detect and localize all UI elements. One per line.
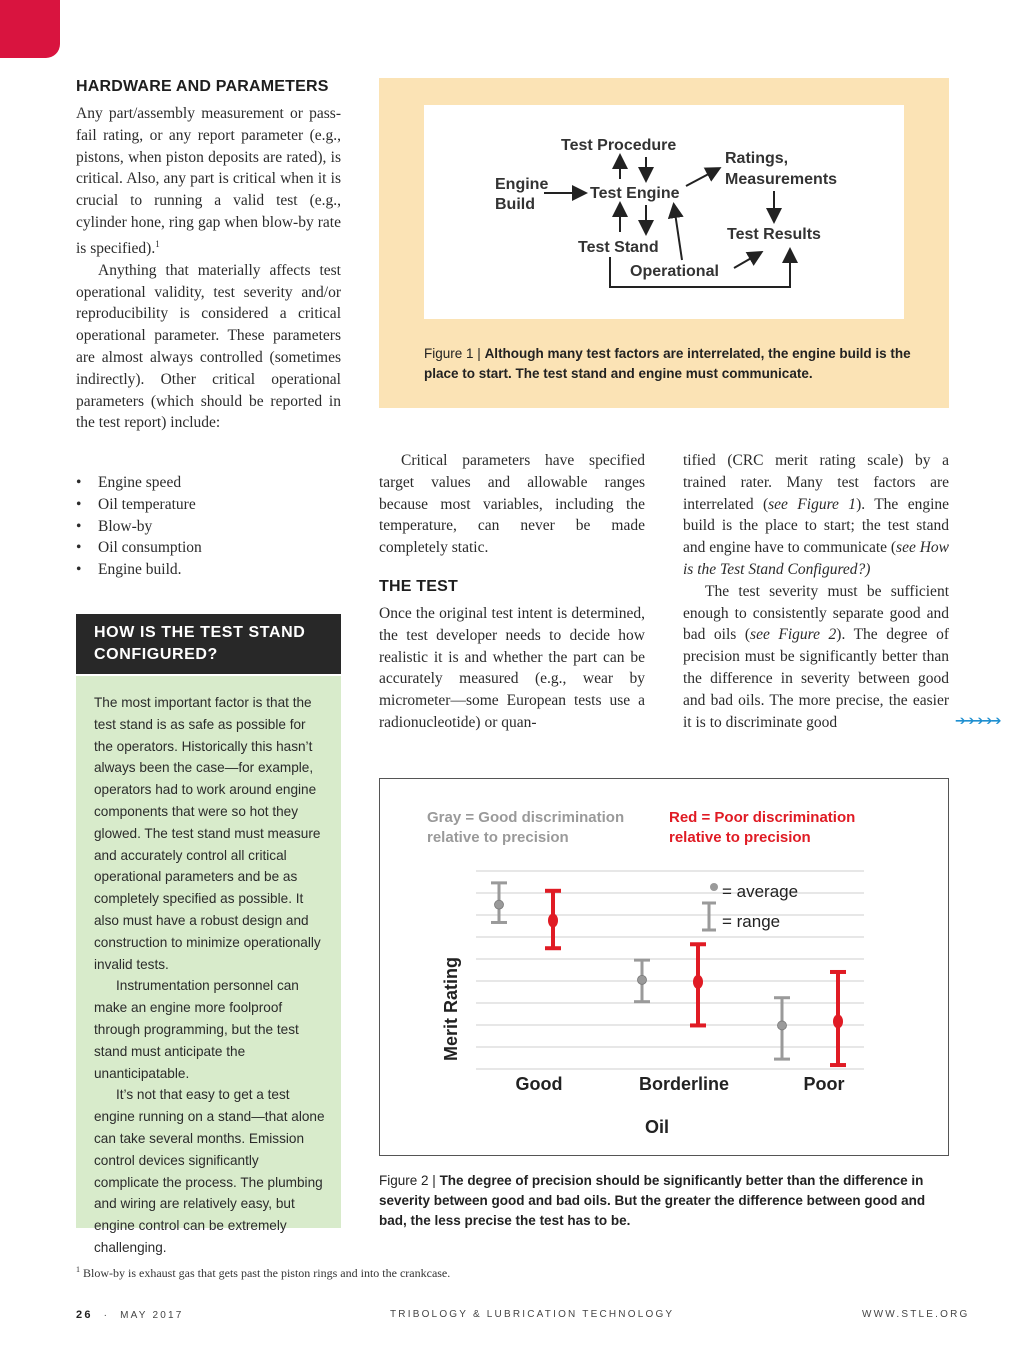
figure-1-caption bbox=[424, 344, 914, 384]
figure-1 bbox=[379, 78, 949, 408]
key-range-marker bbox=[702, 903, 716, 930]
caption-label: Figure 1 | bbox=[424, 346, 481, 361]
legend-red: Red = Poor discrimination bbox=[669, 809, 856, 826]
figure-2-caption bbox=[379, 1171, 949, 1231]
list-item: • Engine speed bbox=[76, 472, 341, 494]
corner-tab bbox=[0, 0, 60, 58]
node-ratings: Measurements bbox=[725, 171, 838, 188]
gray-average-point bbox=[638, 975, 647, 984]
list-item: • Oil temperature bbox=[76, 494, 341, 516]
figure-ref: see Figure 1 bbox=[768, 495, 857, 513]
website-link[interactable]: WWW.STLE.ORG bbox=[862, 1309, 970, 1320]
legend-gray: Gray = Good discrimination bbox=[427, 809, 625, 826]
middle-column-text bbox=[379, 450, 645, 559]
page-footer-left bbox=[76, 1309, 184, 1321]
continue-arrows-icon: ➔➔➔➔➔ bbox=[955, 714, 1000, 729]
parameter-list bbox=[76, 472, 341, 581]
paragraph: Once the original test intent is determined, the test developer needs to decide how realistic it is and whether the part can be accurately measured (e.g., wear by micrometer—some European tests use a radionucleotide) or quan- bbox=[379, 605, 645, 731]
data-marks bbox=[491, 883, 846, 1065]
red-error-bar bbox=[690, 944, 706, 1025]
red-average-point bbox=[833, 1014, 843, 1028]
x-tick-label: Good bbox=[515, 1074, 563, 1094]
footnote-mark: 1 bbox=[76, 1265, 80, 1274]
node-operational: Operational bbox=[630, 263, 719, 280]
sidebar-paragraph: It’s not that easy to get a test engine running on a stand—that alone can take several months. Emission control devices significantly complicate the process. The plumbing and wiring are relatively easy, but engine control can be extremely challenging. bbox=[94, 1087, 325, 1255]
arrow-icon bbox=[734, 253, 760, 268]
node-test-stand: Test Stand bbox=[578, 239, 659, 256]
key-average-marker bbox=[710, 883, 718, 891]
node-engine-build: Build bbox=[495, 196, 535, 213]
gray-average-point bbox=[778, 1021, 787, 1030]
list-item: • Engine build. bbox=[76, 559, 341, 581]
node-engine-build: Engine bbox=[495, 176, 549, 193]
gray-error-bar bbox=[774, 998, 790, 1059]
sidebar-ref: see How is the Test Stand Configured?) bbox=[683, 539, 949, 578]
x-tick-label: Borderline bbox=[638, 1074, 730, 1094]
y-axis-label: Merit Rating bbox=[441, 956, 461, 1062]
list-item: • Blow-by bbox=[76, 516, 341, 538]
node-test-engine: Test Engine bbox=[590, 185, 680, 202]
node-ratings: Ratings, bbox=[725, 150, 789, 167]
paragraph: tified (CRC merit rating scale) by a trained rater. Many test factors are interrelated (see Figure 1). The engine build is the place to start; the test stand and engine have to communicate (see How is the Test Stand Configured?) bbox=[683, 452, 950, 578]
node-test-procedure: Test Procedure bbox=[561, 137, 677, 154]
flow-diagram bbox=[424, 105, 904, 319]
arrow-icon bbox=[686, 169, 718, 186]
merit-chart bbox=[380, 779, 948, 1155]
gray-error-bar bbox=[491, 883, 507, 923]
sidebar-body bbox=[76, 676, 341, 1255]
gray-average-point bbox=[495, 900, 504, 909]
figure-1-diagram bbox=[424, 105, 904, 319]
middle-column-text-2 bbox=[379, 603, 645, 734]
red-average-point bbox=[693, 975, 703, 989]
separator: · bbox=[103, 1310, 110, 1321]
page-number: 26 bbox=[76, 1309, 93, 1321]
node-test-results: Test Results bbox=[727, 226, 821, 243]
paragraph: The test severity must be sufficient enough to consistently separate good and bad oils (see Figure 2). The degree of precision must be significantly better than the difference in severity between good and bad oils. The more precise, the easier it is to discriminate good bbox=[683, 582, 949, 731]
paragraph: Any part/assembly measurement or pass-fail rating, or any report parameter (e.g., pistons, when piston deposits are rated), is critical. Also, any part is critical when it is crucial to running a valid test (e.g., cylinder hone, ring gap when blow-by rate is specified).$^1$ bbox=[76, 105, 341, 257]
sidebar-paragraph: The most important factor is that the test stand is as safe as possible for the operators. Historically this hasn’t always been the case—for example, operators had to work around engine components that were so hot they glowed. The test stand must measure and accurately control all critical operational parameters and be as completely specified as possible. It also must have a robust design and construction to minimize operationally invalid tests. bbox=[94, 695, 321, 972]
right-column-text bbox=[683, 450, 949, 733]
key-average: = average bbox=[722, 882, 799, 901]
key-range: = range bbox=[722, 912, 781, 931]
caption-label: Figure 2 | bbox=[379, 1173, 436, 1188]
section-heading-hardware: HARDWARE AND PARAMETERS bbox=[76, 78, 329, 95]
figure-2-chart bbox=[379, 778, 949, 1156]
red-error-bar bbox=[830, 972, 846, 1065]
legend-red: relative to precision bbox=[669, 829, 811, 846]
sidebar-paragraph: Instrumentation personnel can make an engine more foolproof through programming, but the test stand must anticipate the unanticipatable. bbox=[94, 978, 299, 1081]
issue-date: MAY 2017 bbox=[120, 1310, 184, 1321]
sidebar-title bbox=[76, 614, 341, 674]
red-error-bar bbox=[545, 891, 561, 948]
figure-ref: see Figure 2 bbox=[750, 626, 837, 644]
legend-gray: relative to precision bbox=[427, 829, 569, 846]
red-average-point bbox=[548, 914, 558, 928]
x-tick-label: Poor bbox=[803, 1074, 845, 1094]
x-axis-label: Oil bbox=[644, 1117, 670, 1137]
footnote-text: Blow-by is exhaust gas that gets past the piston rings and into the crankcase. bbox=[83, 1266, 451, 1280]
footnote bbox=[76, 1259, 776, 1285]
footnote-ref: 1 bbox=[155, 238, 160, 249]
caption-text: The degree of precision should be significantly better than the difference in severity between good and bad oils. But the greater the difference between good and bad, the less precise the test has to be. bbox=[379, 1173, 926, 1228]
arrow-icon bbox=[674, 206, 682, 260]
gridlines bbox=[476, 871, 864, 1069]
sidebar-title-line: CONFIGURED? bbox=[94, 646, 218, 663]
caption-text: Although many test factors are interrelated, the engine build is the place to start. The test stand and engine must communicate. bbox=[424, 346, 911, 381]
list-item: • Oil consumption bbox=[76, 537, 341, 559]
section-heading-the-test: THE TEST bbox=[379, 578, 458, 595]
left-column-text bbox=[76, 103, 341, 434]
paragraph: Critical parameters have specified target values and allowable ranges because most variables, including the temperature, can never be made completely static. bbox=[379, 452, 645, 557]
paragraph: Anything that materially affects test operational validity, test severity and/or reproducibility is considered a critical operational parameter. These parameters are almost always controlled (sometimes indirectly). Other critical operational parameters (which should be reported in the test report) include: bbox=[76, 261, 341, 432]
sidebar-title-line: HOW IS THE TEST STAND bbox=[94, 624, 306, 641]
magazine-title: TRIBOLOGY & LUBRICATION TECHNOLOGY bbox=[390, 1309, 675, 1320]
